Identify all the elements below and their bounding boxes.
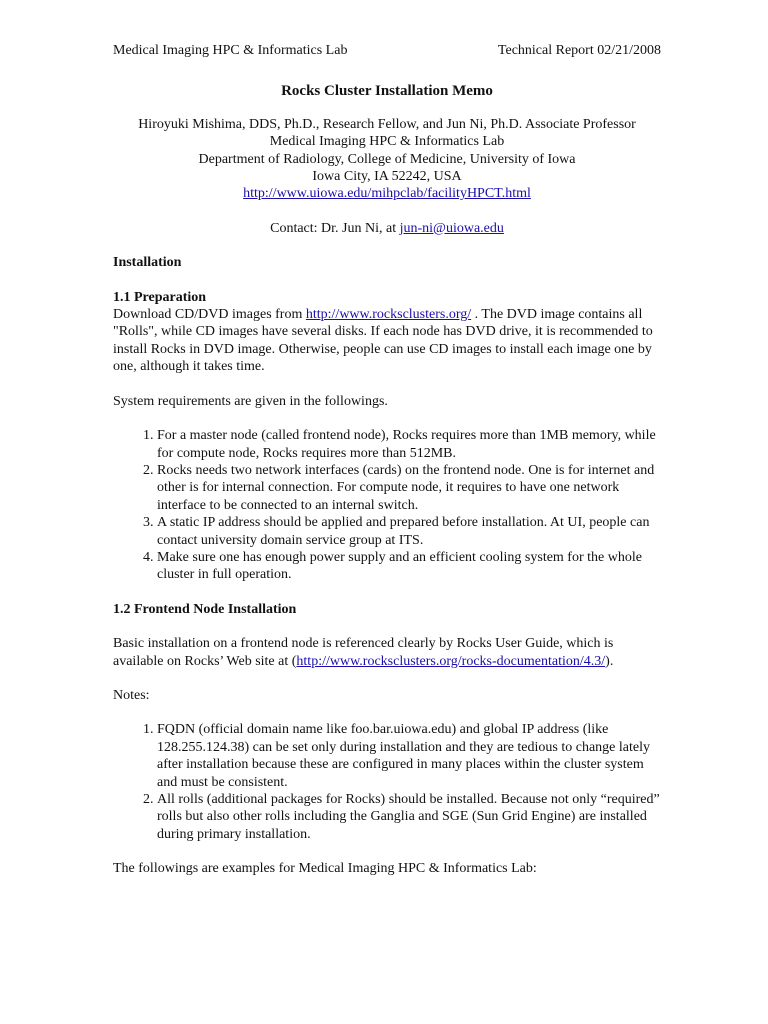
document-page xyxy=(113,42,661,878)
author-block xyxy=(113,116,661,203)
contact-prefix: Contact: Dr. Jun Ni, at xyxy=(270,220,400,236)
frontend-text-start: Basic installation on a frontend node is referenced clearly by Rocks User Guide, which is available on Rocks’ Web site at ( xyxy=(113,636,614,669)
preparation-heading: 1.1 Preparation xyxy=(113,289,207,305)
requirements-intro: System requirements are given in the followings. xyxy=(113,393,388,409)
installation-heading: Installation xyxy=(113,255,182,271)
list-item: 3. A static IP address should be applied and prepared before installation. At UI, people can contact university domain service group at ITS. xyxy=(157,514,661,549)
frontend-paragraph xyxy=(113,635,661,670)
author-names: Hiroyuki Mishima, DDS, Ph.D., Research Fellow, and Jun Ni, Ph.D. Associate Professor xyxy=(138,116,636,132)
list-item: 4. Make sure one has enough power supply and an efficient cooling system for the whole cluster in full operation. xyxy=(157,549,661,584)
requirements-list xyxy=(113,427,661,584)
list-item: 2. All rolls (additional packages for Rocks) should be installed. Because not only “required” rolls but also other rolls including the Ganglia and SGE (Sun Grid Engine) are installed during primary installation. xyxy=(157,791,661,843)
rocks-documentation-link[interactable]: http://www.rocksclusters.org/rocks-documentation/4.3/ xyxy=(296,653,606,669)
header-report-date: Technical Report 02/21/2008 xyxy=(497,43,661,58)
author-address: Iowa City, IA 52242, USA xyxy=(312,169,462,185)
lab-url-link[interactable]: http://www.uiowa.edu/mihpclab/facilityHPCT.html xyxy=(243,186,531,202)
notes-list xyxy=(113,721,661,843)
examples-intro: The followings are examples for Medical Imaging HPC & Informatics Lab: xyxy=(113,861,537,877)
list-item: 1. FQDN (official domain name like foo.bar.uiowa.edu) and global IP address (like 128.255.124.38) can be set only during installation and they are tedious to change lately after installation because these are configured in many places within the cluster system and must be consistent. xyxy=(157,721,661,791)
preparation-text-start: Download CD/DVD images from xyxy=(113,307,306,323)
author-department: Department of Radiology, College of Medicine, University of Iowa xyxy=(198,151,576,167)
frontend-text-end: ). xyxy=(605,653,614,669)
document-title: Rocks Cluster Installation Memo xyxy=(281,83,493,100)
frontend-heading: 1.2 Frontend Node Installation xyxy=(113,601,297,617)
preparation-text-end: . The DVD image contains all "Rolls", while CD images have several disks. If each node has DVD drive, it is recommended to install Rocks in DVD image. Otherwise, people can use CD images to install each image one by one, although it takes time. xyxy=(113,307,653,375)
rocks-site-link[interactable]: http://www.rocksclusters.org/ xyxy=(305,307,472,323)
author-lab: Medical Imaging HPC & Informatics Lab xyxy=(269,134,505,150)
list-item: 1. For a master node (called frontend node), Rocks requires more than 1MB memory, while for compute node, Rocks requires more than 512MB. xyxy=(157,427,661,462)
contact-email-link[interactable]: jun-ni@uiowa.edu xyxy=(399,220,504,236)
preparation-paragraph xyxy=(113,306,661,376)
notes-label: Notes: xyxy=(113,687,150,703)
header-lab-name: Medical Imaging HPC & Informatics Lab xyxy=(113,43,348,58)
running-header xyxy=(113,42,661,59)
contact-line xyxy=(113,220,661,237)
list-item: 2. Rocks needs two network interfaces (cards) on the frontend node. One is for internet and other is for internal connection. For compute node, it requires to have one network interface to be connected to an internal switch. xyxy=(157,462,661,514)
